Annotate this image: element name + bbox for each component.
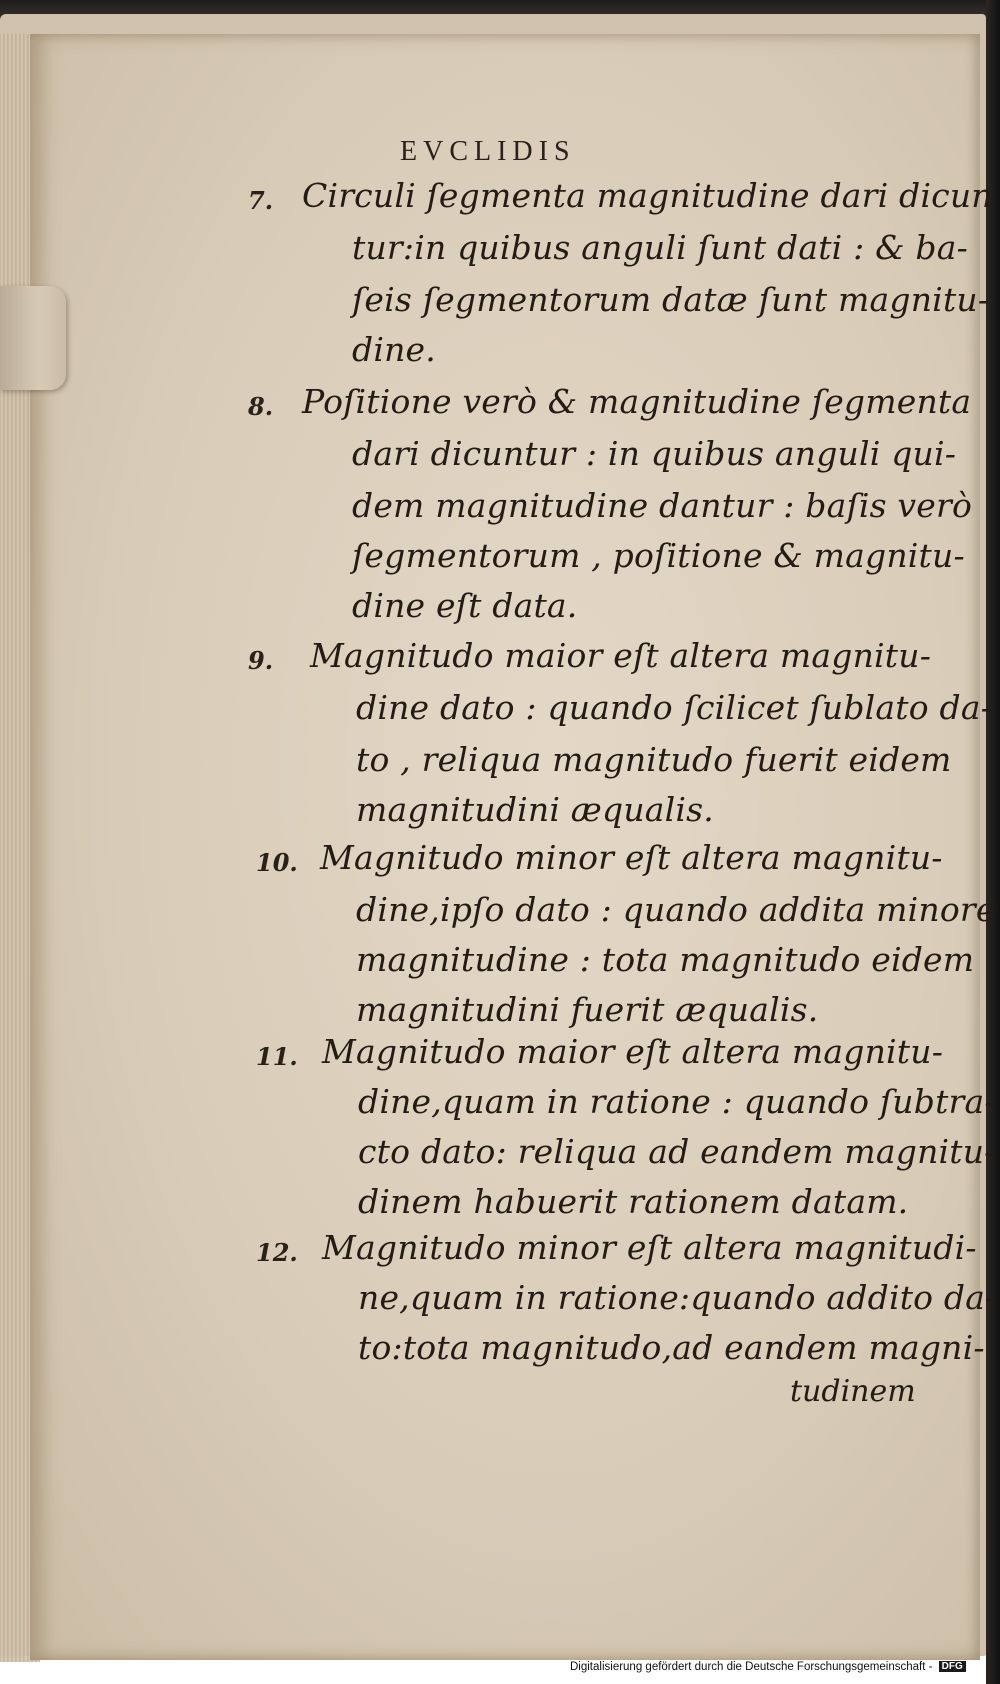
entry-line: magnitudine : tota magnitudo eidem [356,940,975,979]
entry-line: Poſitione verò & magnitudine ſegmenta [302,382,972,421]
entry-line: Magnitudo minor eſt altera magnitudi- [322,1228,977,1267]
entry-number: 11. [256,1042,298,1071]
entry-number: 9. [248,646,274,675]
entry-line: dine,ipſo dato : quando addita minore [356,890,996,929]
entry-line: cto dato: reliqua ad eandem magnitu- [358,1132,996,1171]
entry-line: ſegmentorum , poſitione & magnitu- [352,536,965,575]
entry-number: 10. [256,848,298,877]
entry-line: dinem habuerit rationem datam. [358,1182,909,1221]
entry-line: tur:in quibus anguli ſunt dati : & ba- [352,228,968,267]
entry-line: ſeis ſegmentorum datæ ſunt magnitu- [352,280,990,319]
running-head: EVCLIDIS [400,136,576,167]
bookmark-tab [0,286,66,390]
entry-number: 7. [248,186,274,215]
dfg-logo: DFG [939,1661,966,1672]
digitization-credit [570,1661,990,1673]
entry-line: Magnitudo maior eſt altera magnitu- [322,1032,944,1071]
entry-line: dine. [352,330,436,369]
entry-line: dari dicuntur : in quibus anguli qui- [352,434,957,473]
entry-line: dem magnitudine dantur : baſis verò [352,486,973,525]
entry-line: dine eſt data. [352,586,578,625]
scan-background-right [986,0,1000,1684]
entry-line: Circuli ſegmenta magnitudine dari dicun [302,176,993,215]
entry-line: dine,quam in ratione : quando ſubtra- [358,1082,996,1121]
entry-line: to , reliqua magnitudo fuerit eidem [356,740,952,779]
entry-number: 12. [256,1238,298,1267]
entry-line: to:tota magnitudo,ad eandem magni- [358,1328,985,1367]
entry-line: dine dato : quando ſcilicet ſublato da- [356,688,993,727]
entry-number: 8. [248,392,274,421]
entry-line: Magnitudo maior eſt altera magnitu- [310,636,932,675]
entry-line: magnitudini fuerit æqualis. [356,990,819,1029]
entry-line: magnitudini æqualis. [356,790,714,829]
credit-text: Digitalisierung gefördert durch die Deutsche Forschungsgemeinschaft - [570,1661,933,1673]
catchword: tudinem [790,1374,916,1409]
entry-line: ne,quam in ratione:quando addito da- [358,1278,997,1317]
entry-line: Magnitudo minor eſt altera magnitu- [320,838,943,877]
